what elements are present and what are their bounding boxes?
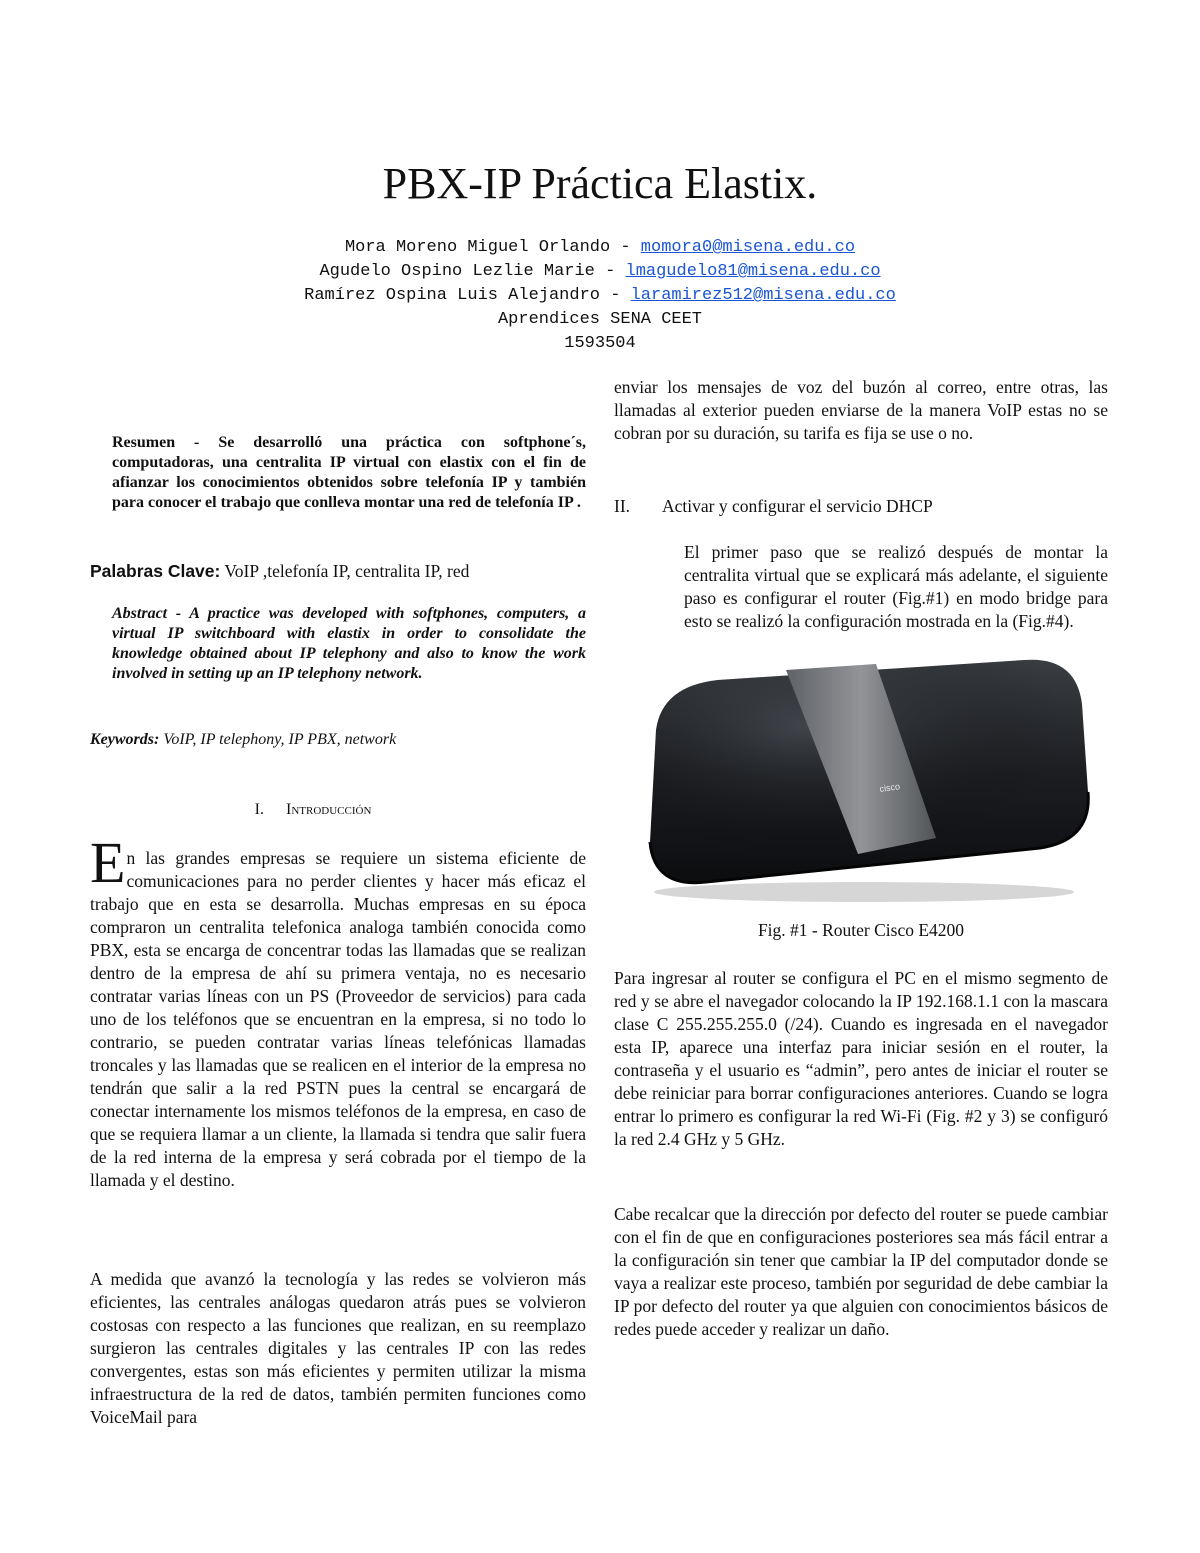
abstract-label: Abstract - — [112, 605, 190, 622]
section-title: Activar y configurar el servicio DHCP — [662, 496, 933, 516]
cisco-logo: cisco — [878, 781, 901, 794]
figure-caption: Fig. #1 - Router Cisco E4200 — [757, 920, 965, 940]
section-title: Introducción — [286, 801, 372, 818]
paper-title: PBX-IP Práctica Elastix. — [382, 159, 818, 208]
keywords-text: VoIP, IP telephony, IP PBX, network — [159, 731, 397, 748]
palabras-clave — [90, 560, 586, 583]
drop-cap: E — [90, 830, 126, 895]
author-email-link[interactable]: momora0@misena.edu.co — [640, 238, 856, 257]
author-block — [0, 236, 1200, 356]
author-line — [0, 260, 1200, 284]
abstract — [90, 604, 586, 684]
body-paragraph: El primer paso que se realizó después de montar la centralita virtual que se explicará más adelante, el siguiente paso es configurar el router (Fig.#1) en modo bridge para esto se realizó la configuración mostrada en la (Fig.#4). — [684, 542, 1108, 631]
body-paragraph: A medida que avanzó la tecnología y las redes se volvieron más eficientes, las centrales análogas quedaron atrás pues se volvieron costosas con respecto a las funciones que realizan, en su reemplazo surgieron las centrales digitales y las centrales IP con las redes convergentes, estas son más eficientes y permiten utilizar la misma infraestructura de la red de datos, también permiten funciones como VoiceMail para — [90, 1269, 586, 1427]
abstract-text: A practice was developed with softphones, computers, a virtual IP switchboard with elastix in order to consolidate the knowledge obtained about IP telephony and also to know the work involved in setting up an IP telephony network. — [112, 605, 586, 682]
router-image — [636, 642, 1092, 910]
body-paragraph: Cabe recalcar que la dirección por defecto del router se puede cambiar con el fin de que en configuraciones posteriores sea más fácil entrar a la configuración sin tener que cambiar la IP del computador donde se vaya a realizar este proceso, también por seguridad de debe cambiar la IP por defecto del router ya que alguien con conocimientos básicos de redes puede acceder y realizar un daño. — [614, 1204, 1108, 1339]
affiliation: Aprendices SENA CEET — [497, 310, 703, 329]
resumen-text: Se desarrolló una práctica con softphone´s, computadoras, una centralita IP virtual con elastix con el fin de afianzar los conocimientos obtenidos sobre telefonía IP y también para conocer el trabajo que conlleva montar una red de telefonía IP . — [112, 434, 587, 511]
introduction-paragraph — [90, 830, 586, 1192]
palabras-clave-label: Palabras Clave: — [90, 561, 221, 581]
body-paragraph: Para ingresar al router se configura el PC en el mismo segmento de red y se abre el navegador colocando la IP 192.168.1.1 con la mascara clase C 255.255.255.0 (/24). Cuando es ingresada en el navegador esta IP, aparece una interfaz para iniciar sesión en el router, la contraseña y el usuario es “admin”, pero antes de iniciar el router se debe reiniciar para borrar configuraciones anteriores. Cuando se logra entrar lo primero es configurar la red Wi-Fi (Fig. #2 y 3) se configuró la red 2.4 GHz y 5 GHz. — [614, 968, 1108, 1149]
keywords-label: Keywords: — [90, 731, 160, 748]
section-number: I. — [254, 801, 264, 818]
section-heading-introduction — [90, 798, 586, 821]
author-email-link[interactable]: laramirez512@misena.edu.co — [630, 286, 896, 305]
resumen — [90, 433, 586, 513]
resumen-label: Resumen - — [112, 434, 219, 451]
author-email-link[interactable]: lmagudelo81@misena.edu.co — [625, 262, 881, 281]
palabras-clave-text: VoIP ,telefonía IP, centralita IP, red — [220, 561, 470, 581]
author-line — [0, 284, 1200, 308]
section-heading-dhcp: II. Activar y configurar el servicio DHCP — [614, 496, 933, 516]
author-name: Mora Moreno Miguel Orlando - — [344, 238, 641, 257]
keywords — [90, 728, 586, 751]
group-number: 1593504 — [564, 334, 636, 353]
body-paragraph: enviar los mensajes de voz del buzón al correo, entre otras, las llamadas al exterior pueden enviarse de la manera VoIP estas no se cobran por su duración, su tarifa es fija se use o no. — [614, 377, 1108, 443]
author-name: Ramírez Ospina Luis Alejandro - — [304, 286, 631, 305]
author-name: Agudelo Ospino Lezlie Marie - — [319, 262, 626, 281]
author-line — [0, 236, 1200, 260]
intro-text: n las grandes empresas se requiere un sistema eficiente de comunicaciones para no perder clientes y hacer más eficaz el trabajo que en esta se desarrolla. Muchas empresas en su época compraron un centralita telefonica analoga también conocida como PBX, esta se encarga de concentrar todas las llamadas que se realizan dentro de la empresa de ahí su primera ventaja, no es necesario contratar varias líneas con un PS (Proveedor de servicios) para cada uno de los teléfonos que se encuentran en la empresa, si no todo lo contrario, se pueden contratar varias líneas telefónicas llamadas troncales y las llamadas que se realicen en el interior de la empresa no tendrán que salir a la red PSTN pues la central se encargará de conectar internamente los mismos teléfonos de la empresa, en caso de que se requiera llamar a un cliente, la llamada si tendra que salir fuera de la red interna de la empresa y será cobrada por el tiempo de la llamada y el destino. — [90, 848, 586, 1190]
